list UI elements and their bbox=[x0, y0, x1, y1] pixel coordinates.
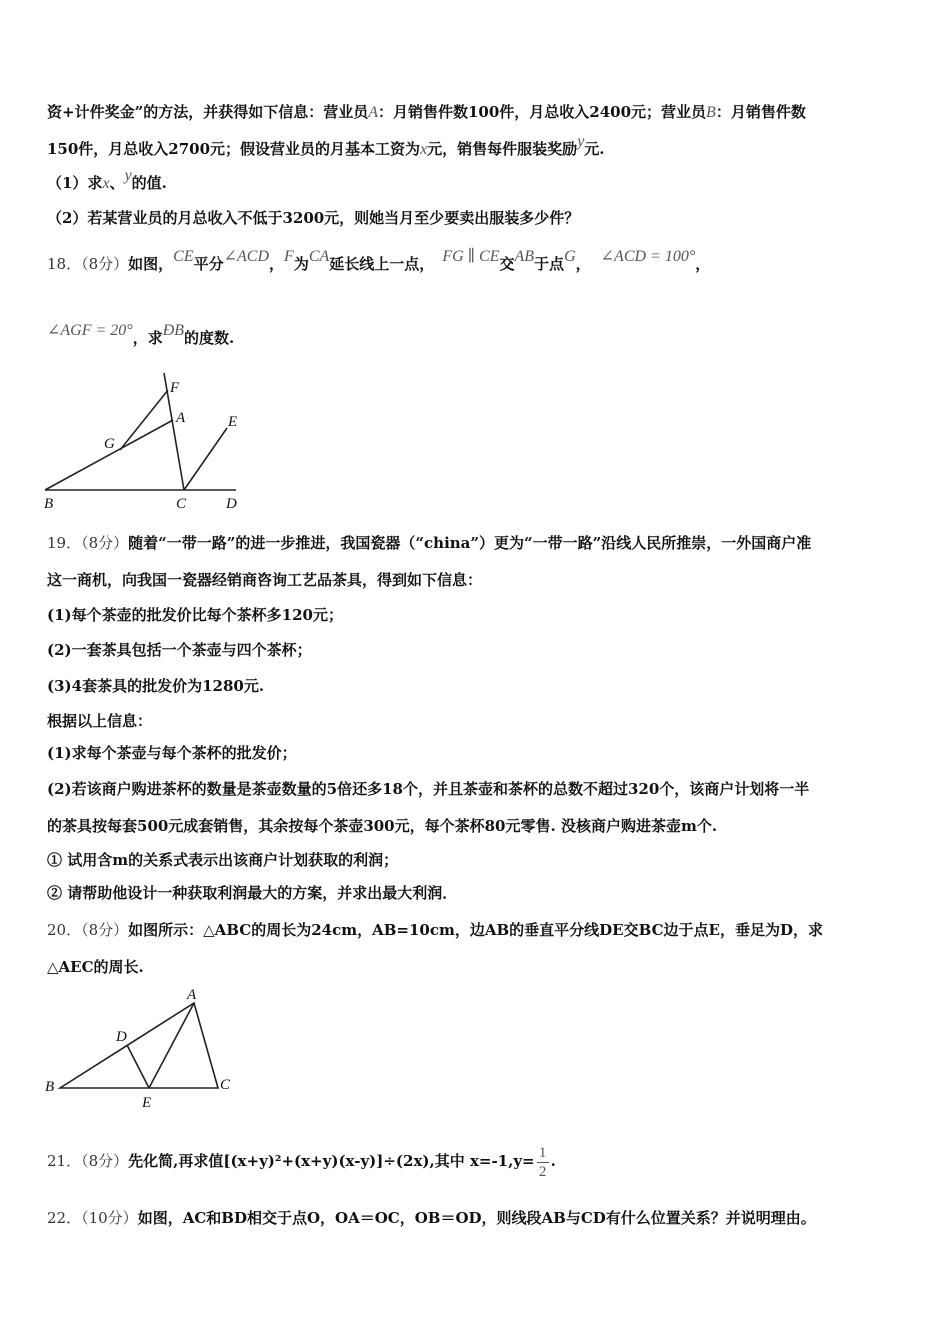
triangle-abc bbox=[60, 1003, 218, 1088]
fraction-one-half: $\frac{1}{2}$ bbox=[537, 1144, 549, 1181]
q17-part-2: （2）若某营业员的月总收入不低于3200元，则她当月至少要卖出服装多少件？ bbox=[47, 209, 580, 227]
q20-figure bbox=[40, 985, 240, 1110]
q18-figure bbox=[40, 368, 250, 513]
q18-line-1: 18．（8分）如图，CE平分∠ACD，F为CA延长线上一点， FG ∥ CE交AB于点G， ∠ACD = 100°， bbox=[47, 248, 711, 273]
label-e: E bbox=[142, 1095, 152, 1111]
q19-info-2: (2)一套茶具包括一个茶壶与四个茶杯； bbox=[47, 641, 312, 659]
q22-number: 22．（10分） bbox=[47, 1209, 138, 1227]
var-a: A bbox=[368, 104, 378, 121]
q18-figure-lines bbox=[45, 373, 236, 490]
line-ba bbox=[45, 420, 173, 490]
q19-sub-2: ② 请帮助他设计一种获取利润最大的方案，并求出最大利润． bbox=[47, 884, 458, 902]
label-e: E bbox=[228, 414, 238, 430]
var-y: y bbox=[577, 133, 585, 150]
label-b: B bbox=[44, 496, 54, 512]
q17-part-1: （1）求x、y的值. bbox=[47, 167, 167, 192]
label-a: A bbox=[176, 410, 186, 426]
label-c: C bbox=[176, 496, 187, 512]
q19-line-1: 19．（8分）随着“一带一路”的进一步推进，我国瓷器（“china”）更为“一带一路”沿线人民所推崇，一外国商户准 bbox=[47, 534, 812, 552]
label-a: A bbox=[187, 987, 197, 1003]
q19-sub-1: ① 试用含m的关系式表示出该商户计划获取的利润； bbox=[47, 851, 399, 869]
label-d: D bbox=[226, 496, 237, 512]
line-de bbox=[127, 1045, 149, 1088]
line-ce bbox=[184, 428, 227, 490]
label-g: G bbox=[104, 436, 115, 452]
q19-basis: 根据以上信息： bbox=[47, 712, 153, 730]
q18-number: 18．（8分） bbox=[47, 255, 129, 273]
q20-line-2: △AEC的周长. bbox=[47, 958, 144, 976]
q20-line-1: 20．（8分）如图所示：△ABC的周长为24cm，AB=10cm，边AB的垂直平分线DE交BC边于点E，垂足为D，求 bbox=[47, 921, 823, 939]
q18-line-2: ∠AGF = 20°，求ÐB的度数. bbox=[47, 322, 235, 347]
label-b: B bbox=[45, 1079, 55, 1095]
q21-number: 21．（8分） bbox=[47, 1152, 129, 1170]
label-d: D bbox=[116, 1029, 127, 1045]
q19-number: 19．（8分） bbox=[47, 534, 129, 552]
var-b: B bbox=[706, 104, 716, 121]
line-ea bbox=[149, 1003, 194, 1088]
q21-line: 21．（8分）先化简,再求值[(x+y)²+(x+y)(x-y)]÷(2x),其中 x=-1,y= $\frac{1}{2}$ . bbox=[47, 1144, 556, 1180]
q19-line-2: 这一商机，向我国一瓷器经销商咨询工艺品茶具，得到如下信息： bbox=[47, 571, 483, 589]
q19-info-3: (3)4套茶具的批发价为1280元. bbox=[47, 677, 265, 695]
q19-question-2b: 的茶具按每套500元成套销售，其余按每个茶壶300元，每个茶杯80元零售. 没核商户购进茶壶m个. bbox=[47, 817, 718, 835]
q22-line: 22．（10分）如图，AC和BD相交于点O，OA＝OC，OB＝OD，则线段AB与CD有什么位置关系？并说明理由。 bbox=[47, 1209, 816, 1227]
label-c: C bbox=[220, 1077, 231, 1093]
q19-question-2: (2)若该商户购进茶杯的数量是茶壶数量的5倍还多18个，并且茶壶和茶杯的总数不超过320个，该商户计划将一半 bbox=[47, 780, 810, 798]
q17-line-2: 150件，月总收入2700元；假设营业员的月基本工资为x元，销售每件服装奖励y元. bbox=[47, 133, 605, 158]
q19-info-1: (1)每个茶壶的批发价比每个茶杯多120元； bbox=[47, 606, 343, 624]
label-f: F bbox=[170, 380, 180, 396]
q20-number: 20．（8分） bbox=[47, 921, 129, 939]
q17-line-1: 资+计件奖金”的方法，并获得如下信息：营业员A：月销售件数100件，月总收入2400元；营业员B：月销售件数 bbox=[47, 103, 806, 121]
line-gf bbox=[120, 390, 168, 450]
var-x: x bbox=[420, 141, 428, 158]
q19-question-1: (1)求每个茶壶与每个茶杯的批发价； bbox=[47, 744, 297, 762]
q20-figure-lines bbox=[60, 1003, 218, 1088]
